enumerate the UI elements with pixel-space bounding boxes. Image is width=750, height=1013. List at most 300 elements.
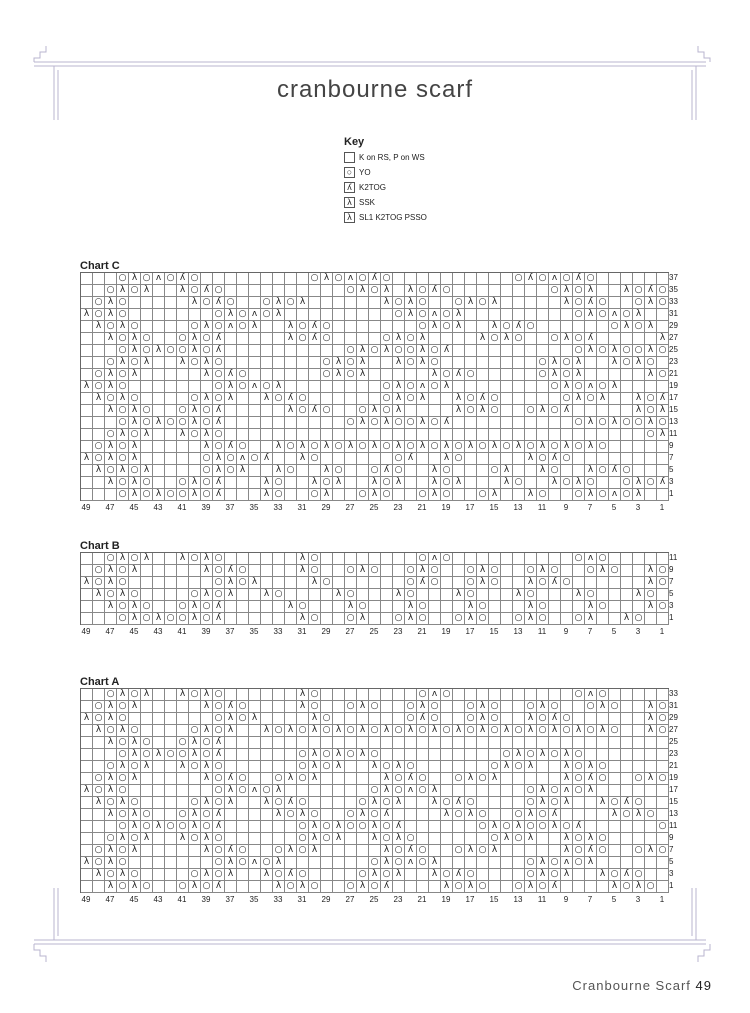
chart-cell xyxy=(585,429,597,441)
chart-cell xyxy=(153,441,165,453)
chart-cell xyxy=(249,429,261,441)
chart-cell: ○ xyxy=(309,453,321,465)
chart-cell: λ xyxy=(201,369,213,381)
chart-cell xyxy=(381,577,393,589)
chart-cell xyxy=(525,285,537,297)
chart-cell: ○ xyxy=(285,881,297,893)
chart-cell xyxy=(465,381,477,393)
chart-cell xyxy=(225,345,237,357)
chart-cell xyxy=(297,345,309,357)
chart-cell xyxy=(573,321,585,333)
chart-cell xyxy=(453,345,465,357)
chart-cell xyxy=(489,749,501,761)
chart-cell: λ xyxy=(309,713,321,725)
chart-cell xyxy=(441,737,453,749)
chart-cell xyxy=(165,453,177,465)
chart-cell: λ xyxy=(381,285,393,297)
chart-cell: ○ xyxy=(213,857,225,869)
chart-cell: ○ xyxy=(357,797,369,809)
chart-cell: ○ xyxy=(309,881,321,893)
chart-cell: ○ xyxy=(105,553,117,565)
chart-cell: λ xyxy=(441,453,453,465)
chart-cell: ○ xyxy=(369,285,381,297)
chart-cell: ʎ xyxy=(225,369,237,381)
chart-cell: λ xyxy=(633,393,645,405)
chart-cell xyxy=(321,285,333,297)
chart-cell xyxy=(165,881,177,893)
chart-cell xyxy=(465,737,477,749)
chart-cell: ○ xyxy=(381,333,393,345)
chart-cell: λ xyxy=(633,489,645,501)
chart-cell xyxy=(501,601,513,613)
chart-cell xyxy=(237,881,249,893)
chart-cell: λ xyxy=(357,725,369,737)
chart-cell xyxy=(321,565,333,577)
chart-cell xyxy=(345,761,357,773)
chart-cell xyxy=(369,737,381,749)
chart-cell xyxy=(189,857,201,869)
chart-cell: ○ xyxy=(345,565,357,577)
chart-cell: ○ xyxy=(393,465,405,477)
chart-cell: λ xyxy=(357,357,369,369)
chart-cell: ○ xyxy=(93,845,105,857)
chart-cell xyxy=(177,773,189,785)
chart-cell: λ xyxy=(105,453,117,465)
chart-cell xyxy=(465,417,477,429)
chart-cell: ○ xyxy=(225,465,237,477)
chart-cell xyxy=(549,429,561,441)
chart-cell: ○ xyxy=(297,393,309,405)
chart-cell xyxy=(525,429,537,441)
chart-cell: ○ xyxy=(621,417,633,429)
chart-cell xyxy=(81,689,93,701)
chart-cell: ʎ xyxy=(213,333,225,345)
chart-cell xyxy=(285,761,297,773)
chart-cell xyxy=(309,297,321,309)
chart-cell xyxy=(513,345,525,357)
chart-cell xyxy=(285,565,297,577)
chart-cell xyxy=(81,477,93,489)
chart-cell xyxy=(249,761,261,773)
chart-cell xyxy=(537,589,549,601)
chart-cell xyxy=(225,357,237,369)
chart-cell: λ xyxy=(201,761,213,773)
key-item xyxy=(344,210,427,225)
chart-cell: ʌ xyxy=(225,321,237,333)
chart-cell: λ xyxy=(405,725,417,737)
column-number: 45 xyxy=(129,627,139,636)
row-number: 37 xyxy=(669,273,678,282)
row-number: 13 xyxy=(669,417,678,426)
chart-cell xyxy=(657,465,669,477)
chart-cell: λ xyxy=(249,577,261,589)
chart-cell: ʎ xyxy=(285,797,297,809)
chart-cell: λ xyxy=(465,773,477,785)
chart-cell: ○ xyxy=(381,381,393,393)
chart-cell xyxy=(405,369,417,381)
chart-cell xyxy=(285,857,297,869)
chart-cell: ʌ xyxy=(609,309,621,321)
chart-cell: ○ xyxy=(525,441,537,453)
chart-cell xyxy=(465,821,477,833)
chart-cell: λ xyxy=(81,857,93,869)
chart-cell: ʌ xyxy=(417,381,429,393)
chart-cell xyxy=(501,809,513,821)
column-number: 21 xyxy=(417,627,427,636)
chart-cell xyxy=(357,465,369,477)
chart-cell xyxy=(333,577,345,589)
chart-cell xyxy=(453,833,465,845)
row-number: 17 xyxy=(669,785,678,794)
chart-cell: λ xyxy=(273,441,285,453)
chart-cell: ○ xyxy=(345,881,357,893)
chart-cell xyxy=(645,797,657,809)
column-number: 23 xyxy=(393,503,403,512)
key-label: K2TOG xyxy=(359,183,386,192)
chart-cell: ○ xyxy=(117,345,129,357)
chart-cell xyxy=(645,381,657,393)
chart-cell xyxy=(369,613,381,625)
chart-cell: ○ xyxy=(93,381,105,393)
chart-cell xyxy=(609,333,621,345)
chart-cell: λ xyxy=(105,565,117,577)
chart-cell: ○ xyxy=(525,565,537,577)
chart-cell xyxy=(93,285,105,297)
chart-cell xyxy=(561,321,573,333)
chart-cell: ʌ xyxy=(585,689,597,701)
chart-cell xyxy=(393,713,405,725)
chart-cell xyxy=(621,565,633,577)
chart-cell xyxy=(153,601,165,613)
chart-cell: λ xyxy=(393,441,405,453)
column-number: 39 xyxy=(201,895,211,904)
chart-cell xyxy=(153,477,165,489)
chart-cell xyxy=(321,881,333,893)
chart-cell xyxy=(297,713,309,725)
chart-cell: ○ xyxy=(129,553,141,565)
chart-cell xyxy=(621,749,633,761)
chart-cell xyxy=(177,565,189,577)
chart-cell xyxy=(441,713,453,725)
chart-cell: λ xyxy=(369,441,381,453)
chart-cell xyxy=(261,821,273,833)
chart-cell xyxy=(333,613,345,625)
column-number: 3 xyxy=(635,503,641,512)
chart-cell: ○ xyxy=(561,725,573,737)
chart-cell xyxy=(285,381,297,393)
chart-cell: λ xyxy=(381,773,393,785)
chart-cell: λ xyxy=(201,869,213,881)
column-number: 49 xyxy=(81,627,91,636)
chart-cell: λ xyxy=(573,589,585,601)
chart-cell xyxy=(405,797,417,809)
chart-cell xyxy=(189,381,201,393)
chart-cell xyxy=(249,345,261,357)
chart-cell: ○ xyxy=(393,857,405,869)
chart-cell xyxy=(381,321,393,333)
chart-cell: λ xyxy=(561,285,573,297)
chart-cell xyxy=(657,273,669,285)
chart-cell: ○ xyxy=(141,477,153,489)
chart-cell: λ xyxy=(369,869,381,881)
chart-cell: λ xyxy=(381,297,393,309)
chart-cell xyxy=(153,701,165,713)
chart-cell xyxy=(489,737,501,749)
chart-cell: ○ xyxy=(189,589,201,601)
chart-cell: λ xyxy=(189,749,201,761)
chart-cell xyxy=(549,553,561,565)
chart-cell: ○ xyxy=(297,833,309,845)
chart-cell: λ xyxy=(369,833,381,845)
chart-cell xyxy=(141,453,153,465)
chart-cell: λ xyxy=(537,441,549,453)
chart-cell: ○ xyxy=(465,565,477,577)
chart-cell xyxy=(153,465,165,477)
chart-cell xyxy=(165,797,177,809)
column-number: 41 xyxy=(177,627,187,636)
chart-cell: λ xyxy=(225,577,237,589)
chart-cell xyxy=(165,297,177,309)
chart-cell: ʌ xyxy=(561,857,573,869)
chart-cell: λ xyxy=(177,429,189,441)
column-number: 21 xyxy=(417,503,427,512)
chart-cell: ○ xyxy=(465,797,477,809)
chart-cell xyxy=(477,357,489,369)
chart-cell: λ xyxy=(633,477,645,489)
column-number: 11 xyxy=(537,503,547,512)
chart-cell: λ xyxy=(525,453,537,465)
chart-cell xyxy=(585,797,597,809)
chart-cell xyxy=(633,713,645,725)
chart-cell xyxy=(81,333,93,345)
chart-cell xyxy=(309,369,321,381)
chart-cell: ○ xyxy=(225,297,237,309)
chart-cell xyxy=(321,381,333,393)
chart-cell xyxy=(153,309,165,321)
chart-cell: λ xyxy=(93,321,105,333)
chart-cell: ○ xyxy=(237,369,249,381)
chart-cell xyxy=(321,417,333,429)
chart-cell xyxy=(477,477,489,489)
chart-cell xyxy=(201,713,213,725)
chart-cell: ○ xyxy=(513,725,525,737)
chart-cell xyxy=(501,369,513,381)
chart-cell: ○ xyxy=(657,601,669,613)
chart-cell xyxy=(237,405,249,417)
chart-cell: ○ xyxy=(537,613,549,625)
chart-cell xyxy=(141,845,153,857)
chart-cell xyxy=(489,809,501,821)
chart-cell xyxy=(357,297,369,309)
chart-cell: ʌ xyxy=(429,553,441,565)
chart-cell xyxy=(309,869,321,881)
chart-cell: λ xyxy=(477,405,489,417)
chart-cell xyxy=(621,369,633,381)
row-number: 11 xyxy=(669,553,678,562)
chart-cell xyxy=(441,357,453,369)
chart-cell xyxy=(489,797,501,809)
chart-cell: λ xyxy=(645,601,657,613)
chart-cell xyxy=(645,453,657,465)
chart-cell: ○ xyxy=(93,309,105,321)
chart-cell: ○ xyxy=(657,345,669,357)
chart-cell xyxy=(381,701,393,713)
chart-cell: λ xyxy=(105,845,117,857)
chart-cell xyxy=(381,429,393,441)
chart-cell xyxy=(645,273,657,285)
chart-cell: λ xyxy=(513,441,525,453)
chart-cell xyxy=(345,737,357,749)
chart-cell xyxy=(225,761,237,773)
chart-cell xyxy=(465,749,477,761)
chart-cell: λ xyxy=(597,725,609,737)
chart-cell: ○ xyxy=(453,613,465,625)
chart-cell: ʎ xyxy=(309,321,321,333)
chart-cell: λ xyxy=(657,333,669,345)
chart-cell: ○ xyxy=(117,477,129,489)
chart-cell xyxy=(81,809,93,821)
chart-cell: ○ xyxy=(573,773,585,785)
chart-cell xyxy=(621,577,633,589)
chart-cell: ○ xyxy=(105,761,117,773)
chart-cell: ○ xyxy=(237,321,249,333)
chart-cell xyxy=(645,761,657,773)
chart-cell: ○ xyxy=(573,333,585,345)
chart-cell xyxy=(513,369,525,381)
chart-cell xyxy=(513,737,525,749)
chart-cell: ○ xyxy=(141,273,153,285)
chart-cell xyxy=(537,833,549,845)
chart-cell: λ xyxy=(201,689,213,701)
chart-cell: ○ xyxy=(501,749,513,761)
chart-cell: ○ xyxy=(117,369,129,381)
chart-cell: λ xyxy=(621,285,633,297)
chart-cell: λ xyxy=(585,285,597,297)
chart-cell xyxy=(93,333,105,345)
chart-cell xyxy=(429,845,441,857)
chart-cell: ʌ xyxy=(249,309,261,321)
chart-cell xyxy=(633,701,645,713)
chart-cell xyxy=(357,321,369,333)
chart-cell: λ xyxy=(333,357,345,369)
chart-cell xyxy=(441,589,453,601)
chart-cell: λ xyxy=(141,833,153,845)
chart-cell xyxy=(597,613,609,625)
chart-cell: ʎ xyxy=(453,369,465,381)
chart-cell: ○ xyxy=(321,405,333,417)
chart-cell xyxy=(405,553,417,565)
chart-cell: ○ xyxy=(129,589,141,601)
row-number: 3 xyxy=(669,869,674,878)
chart-cell xyxy=(81,565,93,577)
chart-cell xyxy=(177,465,189,477)
chart-cell: ○ xyxy=(381,393,393,405)
chart-cell: ○ xyxy=(237,441,249,453)
chart-cell: ○ xyxy=(429,713,441,725)
page-title: cranbourne scarf xyxy=(276,76,474,103)
chart-cell: λ xyxy=(357,565,369,577)
chart-cell: λ xyxy=(273,381,285,393)
chart-cell: λ xyxy=(633,589,645,601)
chart-cell: λ xyxy=(261,725,273,737)
chart-cell: λ xyxy=(381,345,393,357)
row-number: 5 xyxy=(669,465,674,474)
chart-cell: ○ xyxy=(465,405,477,417)
chart-cell xyxy=(549,845,561,857)
chart-cell: λ xyxy=(261,589,273,601)
chart-cell xyxy=(657,453,669,465)
chart-cell xyxy=(453,553,465,565)
chart-cell: ○ xyxy=(357,273,369,285)
chart-cell xyxy=(321,869,333,881)
column-number: 27 xyxy=(345,895,355,904)
chart-cell: λ xyxy=(561,833,573,845)
chart-cell xyxy=(165,737,177,749)
chart-cell: λ xyxy=(525,725,537,737)
chart-cell: ʎ xyxy=(225,565,237,577)
chart-cell: λ xyxy=(381,785,393,797)
chart-cell: λ xyxy=(141,285,153,297)
chart-cell: ○ xyxy=(393,785,405,797)
chart-cell: λ xyxy=(585,833,597,845)
chart-cell xyxy=(153,761,165,773)
chart-cell xyxy=(225,809,237,821)
chart-cell: λ xyxy=(393,393,405,405)
chart-cell: ○ xyxy=(117,713,129,725)
chart-cell: ○ xyxy=(573,285,585,297)
chart-cell: λ xyxy=(189,417,201,429)
chart-cell: ○ xyxy=(141,737,153,749)
chart-cell xyxy=(237,613,249,625)
chart-cell xyxy=(657,761,669,773)
chart-cell: ○ xyxy=(129,869,141,881)
chart-cell: ○ xyxy=(237,773,249,785)
chart-cell xyxy=(285,477,297,489)
chart-cell xyxy=(249,821,261,833)
chart-cell: ○ xyxy=(201,297,213,309)
chart-cell xyxy=(81,881,93,893)
chart-cell xyxy=(177,577,189,589)
chart-cell: λ xyxy=(537,465,549,477)
chart-cell: ○ xyxy=(573,417,585,429)
chart-cell xyxy=(609,785,621,797)
chart-cell xyxy=(645,333,657,345)
chart-cell: λ xyxy=(393,589,405,601)
chart-cell xyxy=(297,369,309,381)
chart-cell: λ xyxy=(93,869,105,881)
chart-cell: λ xyxy=(117,285,129,297)
chart-cell: ʎ xyxy=(381,465,393,477)
chart-cell xyxy=(237,417,249,429)
chart-cell xyxy=(501,565,513,577)
chart-cell xyxy=(177,713,189,725)
chart-cell: λ xyxy=(561,773,573,785)
chart-cell xyxy=(141,321,153,333)
column-number: 17 xyxy=(465,627,475,636)
chart-cell: λ xyxy=(477,713,489,725)
chart-cell xyxy=(465,761,477,773)
chart-cell xyxy=(261,565,273,577)
chart-cell: λ xyxy=(501,833,513,845)
chart-cell xyxy=(489,869,501,881)
chart-cell xyxy=(321,553,333,565)
chart-cell: λ xyxy=(477,577,489,589)
chart-cell xyxy=(501,285,513,297)
chart-cell: λ xyxy=(105,785,117,797)
chart-cell xyxy=(573,465,585,477)
chart-cell: ○ xyxy=(381,477,393,489)
chart-cell xyxy=(309,601,321,613)
